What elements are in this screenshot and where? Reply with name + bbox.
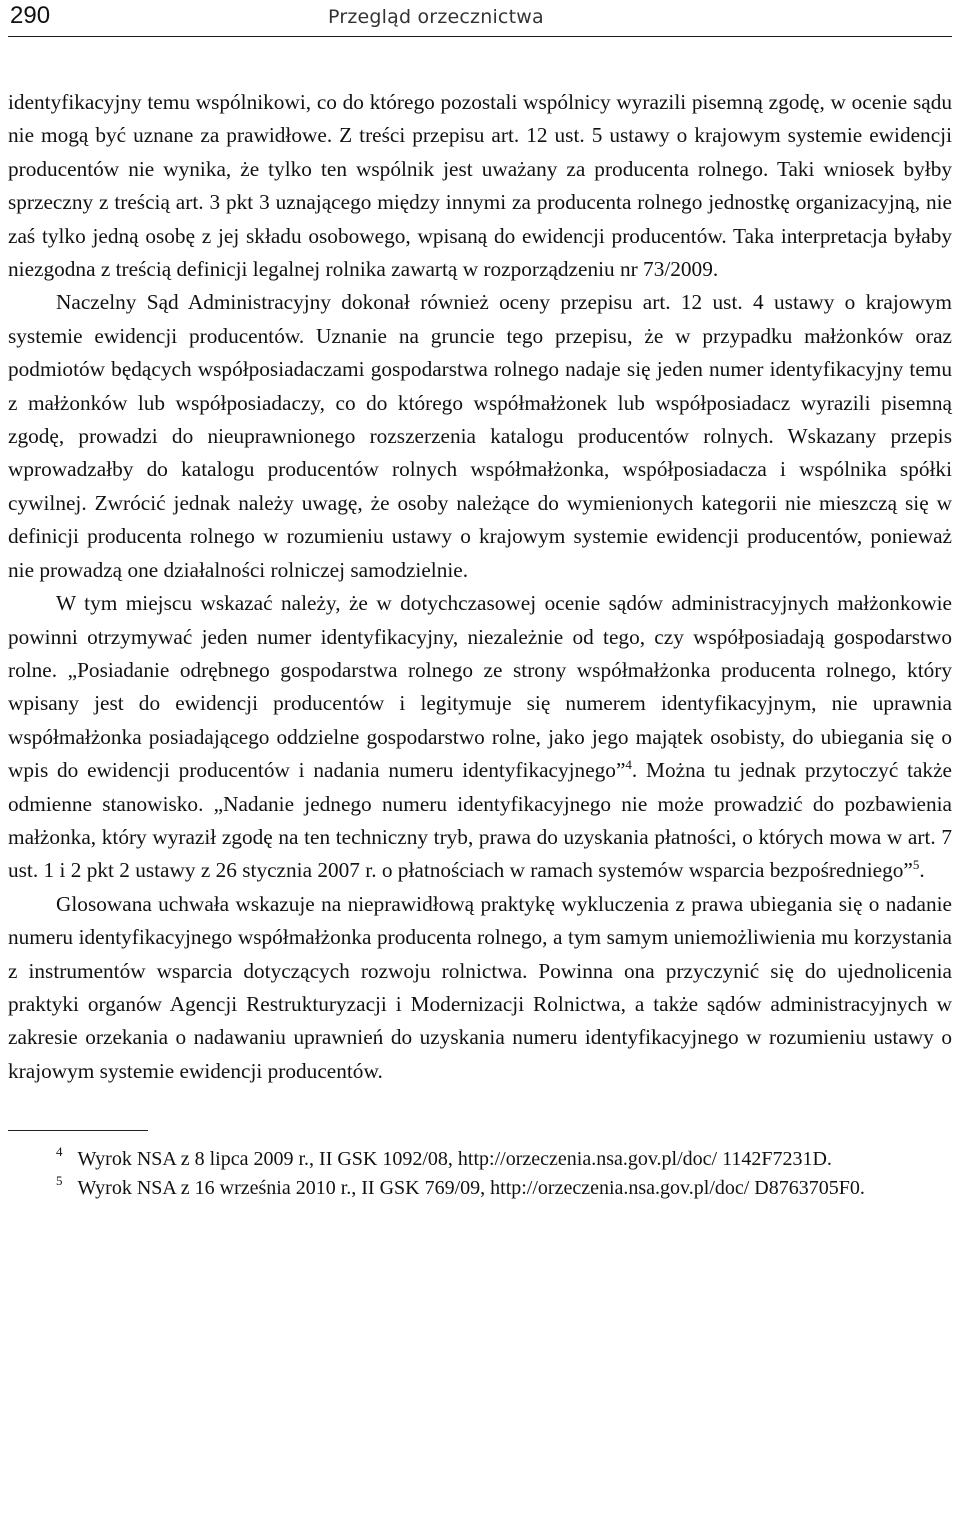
page-number: 290 (10, 2, 51, 29)
footnote-text: Wyrok NSA z 8 lipca 2009 r., II GSK 1092/08, http://orzeczenia.nsa.gov.pl/doc/ 1142F7231D. (77, 1148, 832, 1171)
footnote-ref-5[interactable]: 5 (912, 857, 920, 873)
paragraph-court-practice-part-2: . Można tu jednak przytoczyć także odmienne stanowisko. „Nadanie jednego numeru identyfikacyjnego nie może prowadzić do pozbawienia małżonka, który wyraził zgodę na ten techniczny tryb, prawa do uzyskania płatności, o których mowa w art. 7 ust. 1 i 2 pkt 2 ustawy z 26 stycznia 2007 r. o płatnościach w ramach systemów wsparcia bezpośredniego” (8, 758, 952, 883)
footnote-separator (8, 1130, 148, 1131)
running-title: Przegląd orzecznictwa (328, 6, 544, 28)
footnote-number: 4 (56, 1144, 63, 1160)
paragraph-conclusion: Glosowana uchwała wskazuje na nieprawidłową praktykę wykluczenia z prawa ubiegania się o nadanie numeru identyfikacyjnego współmałżonka producenta rolnego, a tym samym uniemożliwienia mu korzystania z instrumentów wsparcia dotyczących rozwoju rolnictwa. Powinna ona przyczynić się do ujednolicenia praktyki organów Agencji Restrukturyzacji i Modernizacji Rolnictwa, a także sądów administracyjnych w zakresie orzekania o nadawaniu uprawnień do uzyskania numeru identyfikacyjnego w rozumieniu ustawy o krajowym systemie ewidencji producentów. (8, 891, 952, 1083)
footnote-number: 5 (56, 1173, 63, 1189)
paragraph-nsa-assessment: Naczelny Sąd Administracyjny dokonał również oceny przepisu art. 12 ust. 4 ustawy o krajowym systemie ewidencji producentów. Uznanie na gruncie tego przepisu, że w przypadku małżonków oraz podmiotów będących współposiadaczami gospodarstwa rolnego nadaje się jeden numer identyfikacyjny temu z małżonków lub współposiadaczy, co do którego współmałżonek lub współposiadacz wyrazili pisemną zgodę, prowadzi do nieuprawnionego rozszerzenia katalogu producentów rolnych. Wskazany przepis wprowadzałby do katalogu producentów rolnych współmałżonka, współposiadacza i wspólnika spółki cywilnej. Zwrócić jednak należy uwagę, że osoby należące do wymienionych kategorii nie mieszczą się w definicji producenta rolnego w rozumieniu ustawy o krajowym systemie ewidencji producentów, ponieważ nie prowadzą one działalności rolniczej samodzielnie. (8, 290, 952, 582)
body-text (8, 86, 952, 1088)
footnote-ref-4[interactable]: 4 (625, 757, 632, 773)
page-header (8, 0, 952, 37)
paragraph-continuation: identyfikacyjny temu wspólnikowi, co do którego pozostali wspólnicy wyrazili pisemną zgodę, w ocenie sądu nie mogą być uznane za prawidłowe. Z treści przepisu art. 12 ust. 5 ustawy o krajowym systemie ewidencji producentów nie wynika, że tylko ten wspólnik jest uważany za producenta rolnego. Taki wniosek byłby sprzeczny z treścią art. 3 pkt 3 uznającego między innymi za producenta rolnego jednostkę organizacyjną, nie zaś tylko jedną osobę z jej składu osobowego, wpisaną do ewidencji producentów. Taka interpretacja byłaby niezgodna z treścią definicji legalnej rolnika zawartą w rozporządzeniu nr 73/2009. (8, 90, 952, 282)
footnotes (8, 1145, 952, 1203)
paragraph-court-practice-part-1: W tym miejscu wskazać należy, że w dotychczasowej ocenie sądów administracyjnych małżonkowie powinni otrzymywać jeden numer identyfikacyjny, niezależnie od tego, czy współposiadają gospodarstwo rolne. „Posiadanie odrębnego gospodarstwa rolnego ze strony współmałżonka producenta rolnego, który wpisany jest do ewidencji producentów i legitymuje się numerem identyfikacyjnym, nie uprawnia współmałżonka posiadającego oddzielne gospodarstwo rolne, jako jego majątek osobisty, do ubiegania się o wpis do ewidencji producentów i nadania numeru identyfikacyjnego” (8, 591, 952, 783)
footnote-4 (8, 1145, 952, 1174)
paragraph-court-practice-end: . (919, 858, 925, 883)
paragraph-court-practice (8, 587, 952, 888)
footnote-text: Wyrok NSA z 16 września 2010 r., II GSK 769/09, http://orzeczenia.nsa.gov.pl/doc/ D8763705F0. (77, 1177, 865, 1200)
footnote-5 (8, 1174, 952, 1203)
